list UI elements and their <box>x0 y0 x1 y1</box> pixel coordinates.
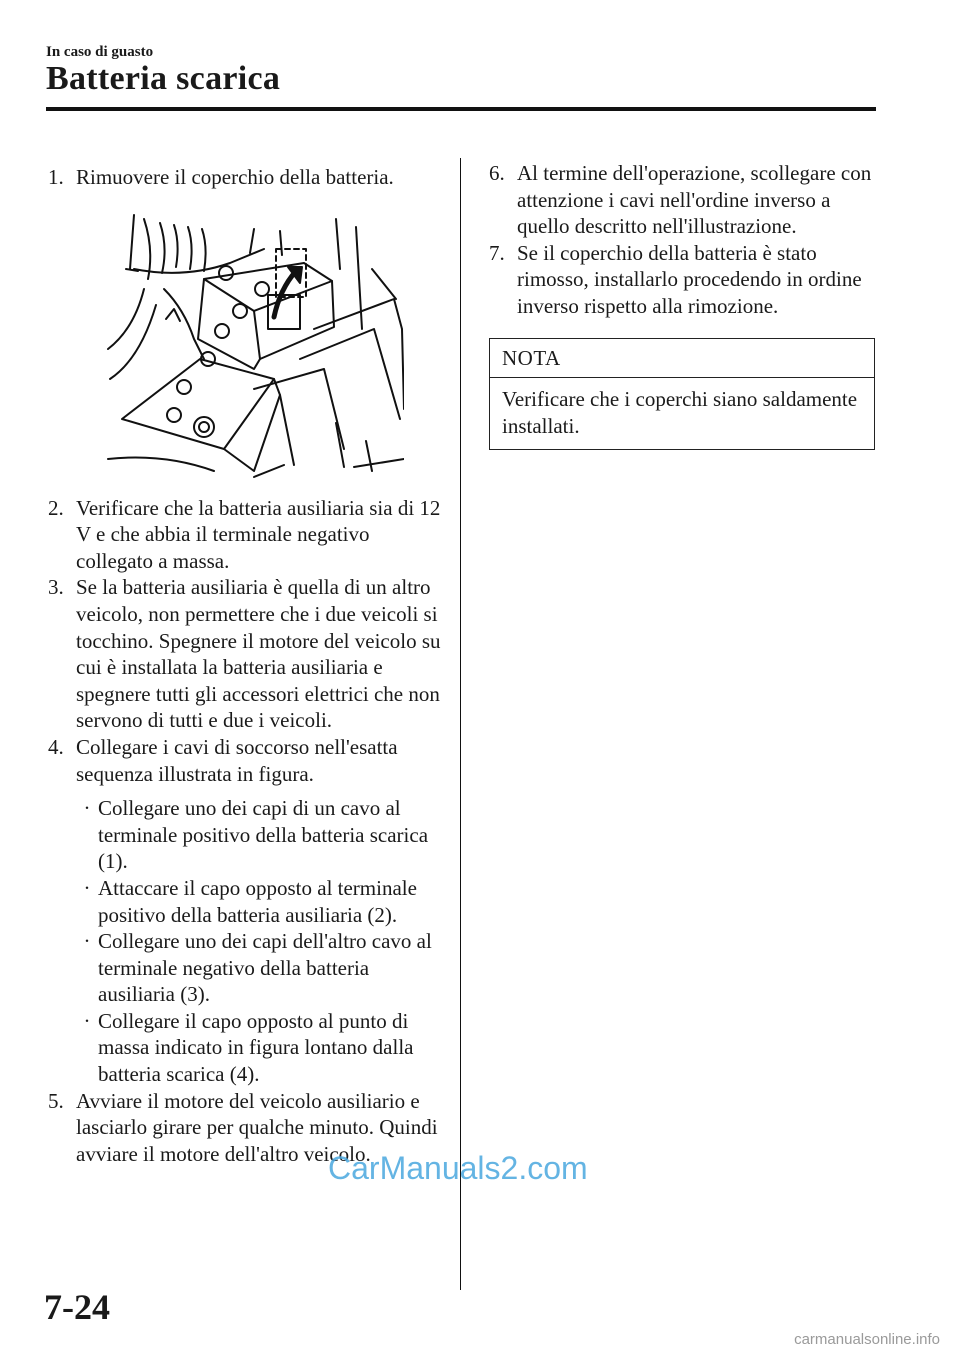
step-number: 4. <box>48 734 64 759</box>
step-text: Se la batteria ausiliaria è quella di un altro veicolo, non permettere che i due veicoli si tocchino. Spegnere il motore del veicolo su cui è installata la batteria ausiliaria e spegnere tutti gli accessori elettrici che non servono di tutti e due i veicoli. <box>76 575 441 733</box>
list-item <box>76 1008 443 1088</box>
step-1 <box>48 164 443 191</box>
step-text: Avviare il motore del veicolo ausiliario e lasciarlo girare per qualche minuto. Quindi avviare il motore dell'altro veicolo. <box>76 1088 438 1166</box>
step-6 <box>489 160 879 240</box>
bullet-dot: · <box>83 796 91 821</box>
note-heading: NOTA <box>490 339 874 379</box>
note-text: Verificare che i coperchi siano saldamente installati. <box>502 387 858 438</box>
connection-bullets <box>76 795 443 1088</box>
page-title: Batteria scarica <box>46 60 281 97</box>
step-number: 5. <box>48 1088 64 1113</box>
left-column <box>48 164 443 1167</box>
step-4 <box>48 734 443 787</box>
step-number: 1. <box>48 165 64 189</box>
note-box <box>489 338 875 451</box>
step-number: 7. <box>489 240 505 265</box>
step-text: Rimuovere il coperchio della batteria. <box>76 165 394 189</box>
step-number: 2. <box>48 495 64 520</box>
bullet-text: Collegare uno dei capi dell'altro cavo al terminale negativo della batteria ausiliaria (3). <box>98 929 432 1007</box>
bullet-text: Collegare uno dei capi di un cavo al terminale positivo della batteria scarica (1). <box>98 796 429 874</box>
list-item <box>76 928 443 1008</box>
step-text: Collegare i cavi di soccorso nell'esatta sequenza illustrata in figura. <box>76 734 398 786</box>
step-number: 3. <box>48 575 64 600</box>
list-item <box>76 795 443 875</box>
title-rule <box>46 107 876 111</box>
list-item <box>76 875 443 928</box>
step-number: 6. <box>489 161 505 185</box>
section-label: In caso di guasto <box>46 44 154 60</box>
battery-cover-illustration <box>104 209 404 479</box>
bullet-text: Attaccare il capo opposto al terminale positivo della batteria ausiliaria (2). <box>98 875 417 927</box>
page-number: 7-24 <box>44 1287 110 1327</box>
column-divider <box>460 158 461 1290</box>
step-2 <box>48 495 443 575</box>
step-text: Al termine dell'operazione, scollegare con attenzione i cavi nell'ordine inverso a quello descritto nell'illustrazione. <box>517 161 872 239</box>
step-7 <box>489 240 879 320</box>
bullet-dot: · <box>83 875 91 900</box>
step-text: Verificare che la batteria ausiliaria sia di 12 V e che abbia il terminale negativo collegato a massa. <box>76 495 441 573</box>
watermark: CarManuals2.com <box>328 1150 588 1186</box>
step-3 <box>48 574 443 734</box>
step-text: Se il coperchio della batteria è stato rimosso, installarlo procedendo in ordine inverso rispetto alla rimozione. <box>517 240 862 318</box>
bullet-dot: · <box>83 1008 91 1033</box>
bullet-dot: · <box>83 929 91 954</box>
footer-site: carmanualsonline.info <box>794 1331 940 1348</box>
bullet-text: Collegare il capo opposto al punto di massa indicato in figura lontano dalla batteria scarica (4). <box>98 1008 414 1087</box>
right-column <box>489 160 879 450</box>
